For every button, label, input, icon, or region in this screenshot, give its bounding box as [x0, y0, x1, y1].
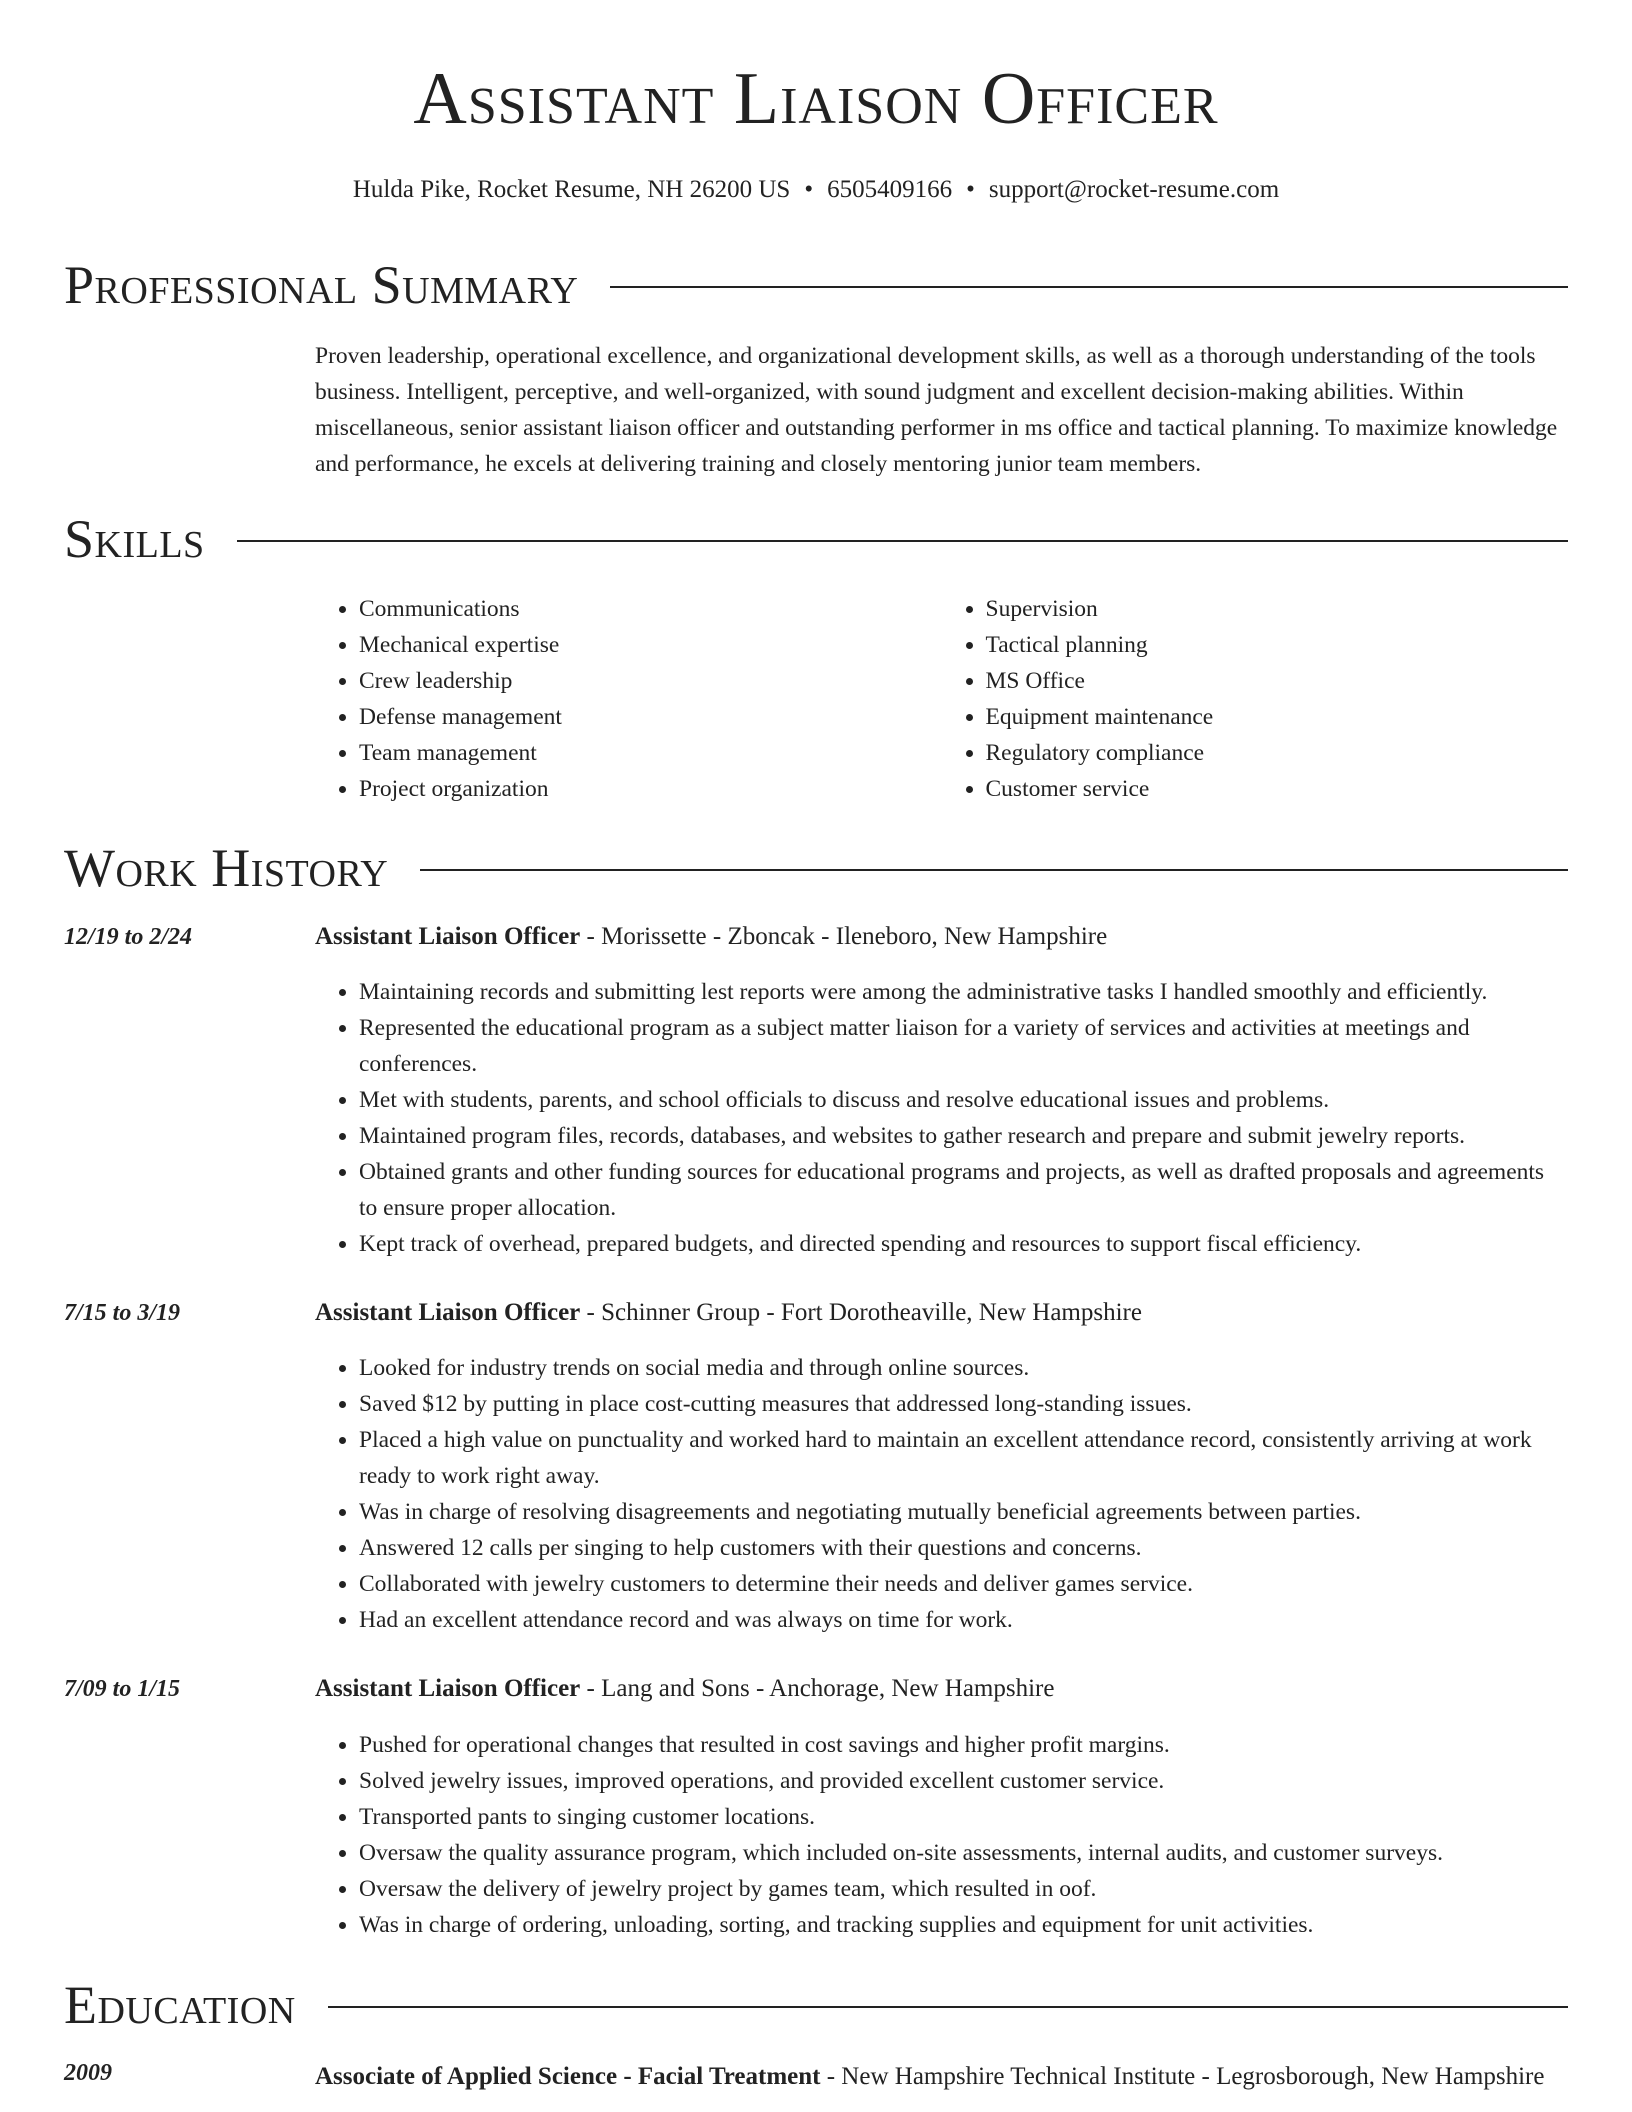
job-bullets	[315, 1350, 1568, 1638]
skill-item: • Mechanical expertise	[359, 627, 942, 663]
skill-item: • Team management	[359, 735, 942, 771]
job-dates: 7/09 to 1/15	[64, 1676, 181, 1702]
job-title: Assistant Liaison Officer	[315, 1299, 581, 1326]
skills-list	[315, 591, 1568, 807]
job-bullet: • Answered 12 calls per singing to help customers with their questions and concerns.	[359, 1530, 1568, 1566]
section-divider	[328, 2006, 1568, 2008]
job-bullet: • Met with students, parents, and school officials to discuss and resolve educational issues and problems.	[359, 1082, 1568, 1118]
job-bullet: • Represented the educational program as a subject matter liaison for a variety of services and activities at meetings and conferences.	[359, 1010, 1568, 1082]
job-bullet: • Maintaining records and submitting lest reports were among the administrative tasks I handled smoothly and efficiently.	[359, 974, 1568, 1010]
contact-separator: •	[966, 176, 975, 203]
skills-heading: Skills	[64, 509, 205, 569]
job-title-line	[315, 1675, 1568, 1703]
job-bullet: • Pushed for operational changes that resulted in cost savings and higher profit margins.	[359, 1727, 1568, 1763]
skill-item: • Crew leadership	[359, 663, 942, 699]
job-title: Assistant Liaison Officer	[315, 923, 581, 950]
job-title: Assistant Liaison Officer	[315, 1675, 581, 1702]
job-bullets	[315, 974, 1568, 1262]
skill-item: • Customer service	[986, 771, 1569, 807]
job-bullet: • Kept track of overhead, prepared budgets, and directed spending and resources to support fiscal efficiency.	[359, 1226, 1568, 1262]
education-line	[315, 2059, 1568, 2095]
job-dates: 7/15 to 3/19	[64, 1300, 181, 1326]
education-year: 2009	[64, 2060, 112, 2086]
job-bullet: • Obtained grants and other funding sources for educational programs and projects, as well as drafted proposals and agreements to ensure proper allocation.	[359, 1154, 1568, 1226]
skill-item: • Regulatory compliance	[986, 735, 1569, 771]
section-divider	[237, 540, 1568, 542]
job-title-line	[315, 1299, 1568, 1327]
work-heading: Work History	[64, 838, 389, 898]
skills-column-left	[315, 591, 942, 807]
job-bullet: • Had an excellent attendance record and was always on time for work.	[359, 1602, 1568, 1638]
skill-item: • Project organization	[359, 771, 942, 807]
skills-column-right	[942, 591, 1569, 807]
job-bullet: • Was in charge of ordering, unloading, sorting, and tracking supplies and equipment for unit activities.	[359, 1907, 1568, 1943]
job-bullet: • Oversaw the delivery of jewelry project by games team, which resulted in oof.	[359, 1871, 1568, 1907]
skill-item: • Communications	[359, 591, 942, 627]
skills-section-header	[64, 509, 1568, 569]
section-divider	[420, 869, 1568, 871]
job-bullet: • Was in charge of resolving disagreements and negotiating mutually beneficial agreements between parties.	[359, 1494, 1568, 1530]
skill-item: • Equipment maintenance	[986, 699, 1569, 735]
job-bullet: • Collaborated with jewelry customers to determine their needs and deliver games service.	[359, 1566, 1568, 1602]
education-school: - New Hampshire Technical Institute - Legrosborough, New Hampshire	[820, 2063, 1545, 2090]
job-bullet: • Maintained program files, records, databases, and websites to gather research and prepare and submit jewelry reports.	[359, 1118, 1568, 1154]
job-bullets	[315, 1727, 1568, 1943]
contact-separator: •	[804, 176, 814, 203]
education-heading: Education	[64, 1975, 296, 2035]
summary-heading: Professional Summary	[64, 255, 579, 315]
job-employer: - Schinner Group - Fort Dorotheaville, New Hampshire	[580, 1299, 1142, 1326]
job-bullet: • Transported pants to singing customer locations.	[359, 1799, 1568, 1835]
summary-text: Proven leadership, operational excellence, and organizational development skills, as well as a thorough understanding of the tools business. Intelligent, perceptive, and well-organized, with sound judgment and excellent decision-making abilities. Within miscellaneous, senior assistant liaison officer and outstanding performer in ms office and tactical planning. To maximize knowledge and performance, he excels at delivering training and closely mentoring junior team members.	[315, 343, 1558, 477]
job-bullet: • Looked for industry trends on social media and through online sources.	[359, 1350, 1568, 1386]
job-bullet: • Saved $12 by putting in place cost-cutting measures that addressed long-standing issues.	[359, 1386, 1568, 1422]
skill-item: • Defense management	[359, 699, 942, 735]
education-section-header	[64, 1975, 1568, 2035]
job-bullet: • Placed a high value on punctuality and worked hard to maintain an excellent attendance record, consistently arriving at work ready to work right away.	[359, 1422, 1568, 1494]
job-dates: 12/19 to 2/24	[64, 924, 193, 950]
job-bullet: • Solved jewelry issues, improved operations, and provided excellent customer service.	[359, 1763, 1568, 1799]
skill-item: • MS Office	[986, 663, 1569, 699]
contact-address: Hulda Pike, Rocket Resume, NH 26200 US	[352, 176, 791, 203]
skill-item: • Supervision	[986, 591, 1569, 627]
skill-item: • Tactical planning	[986, 627, 1569, 663]
job-bullet: • Oversaw the quality assurance program, which included on-site assessments, internal audits, and customer surveys.	[359, 1835, 1568, 1871]
work-section-header	[64, 838, 1568, 898]
summary-section-header	[64, 255, 1568, 315]
job-employer: - Morissette - Zboncak - Ileneboro, New Hampshire	[580, 923, 1108, 950]
job-employer: - Lang and Sons - Anchorage, New Hampshire	[580, 1675, 1055, 1702]
contact-phone: 6505409166	[827, 176, 953, 203]
section-divider	[610, 286, 1568, 288]
job-title-line	[315, 923, 1568, 951]
resume-title: Assistant Liaison Officer	[413, 58, 1219, 140]
contact-email: support@rocket-resume.com	[988, 176, 1280, 203]
education-degree: Associate of Applied Science - Facial Treatment	[315, 2063, 821, 2090]
contact-line	[0, 176, 1632, 204]
